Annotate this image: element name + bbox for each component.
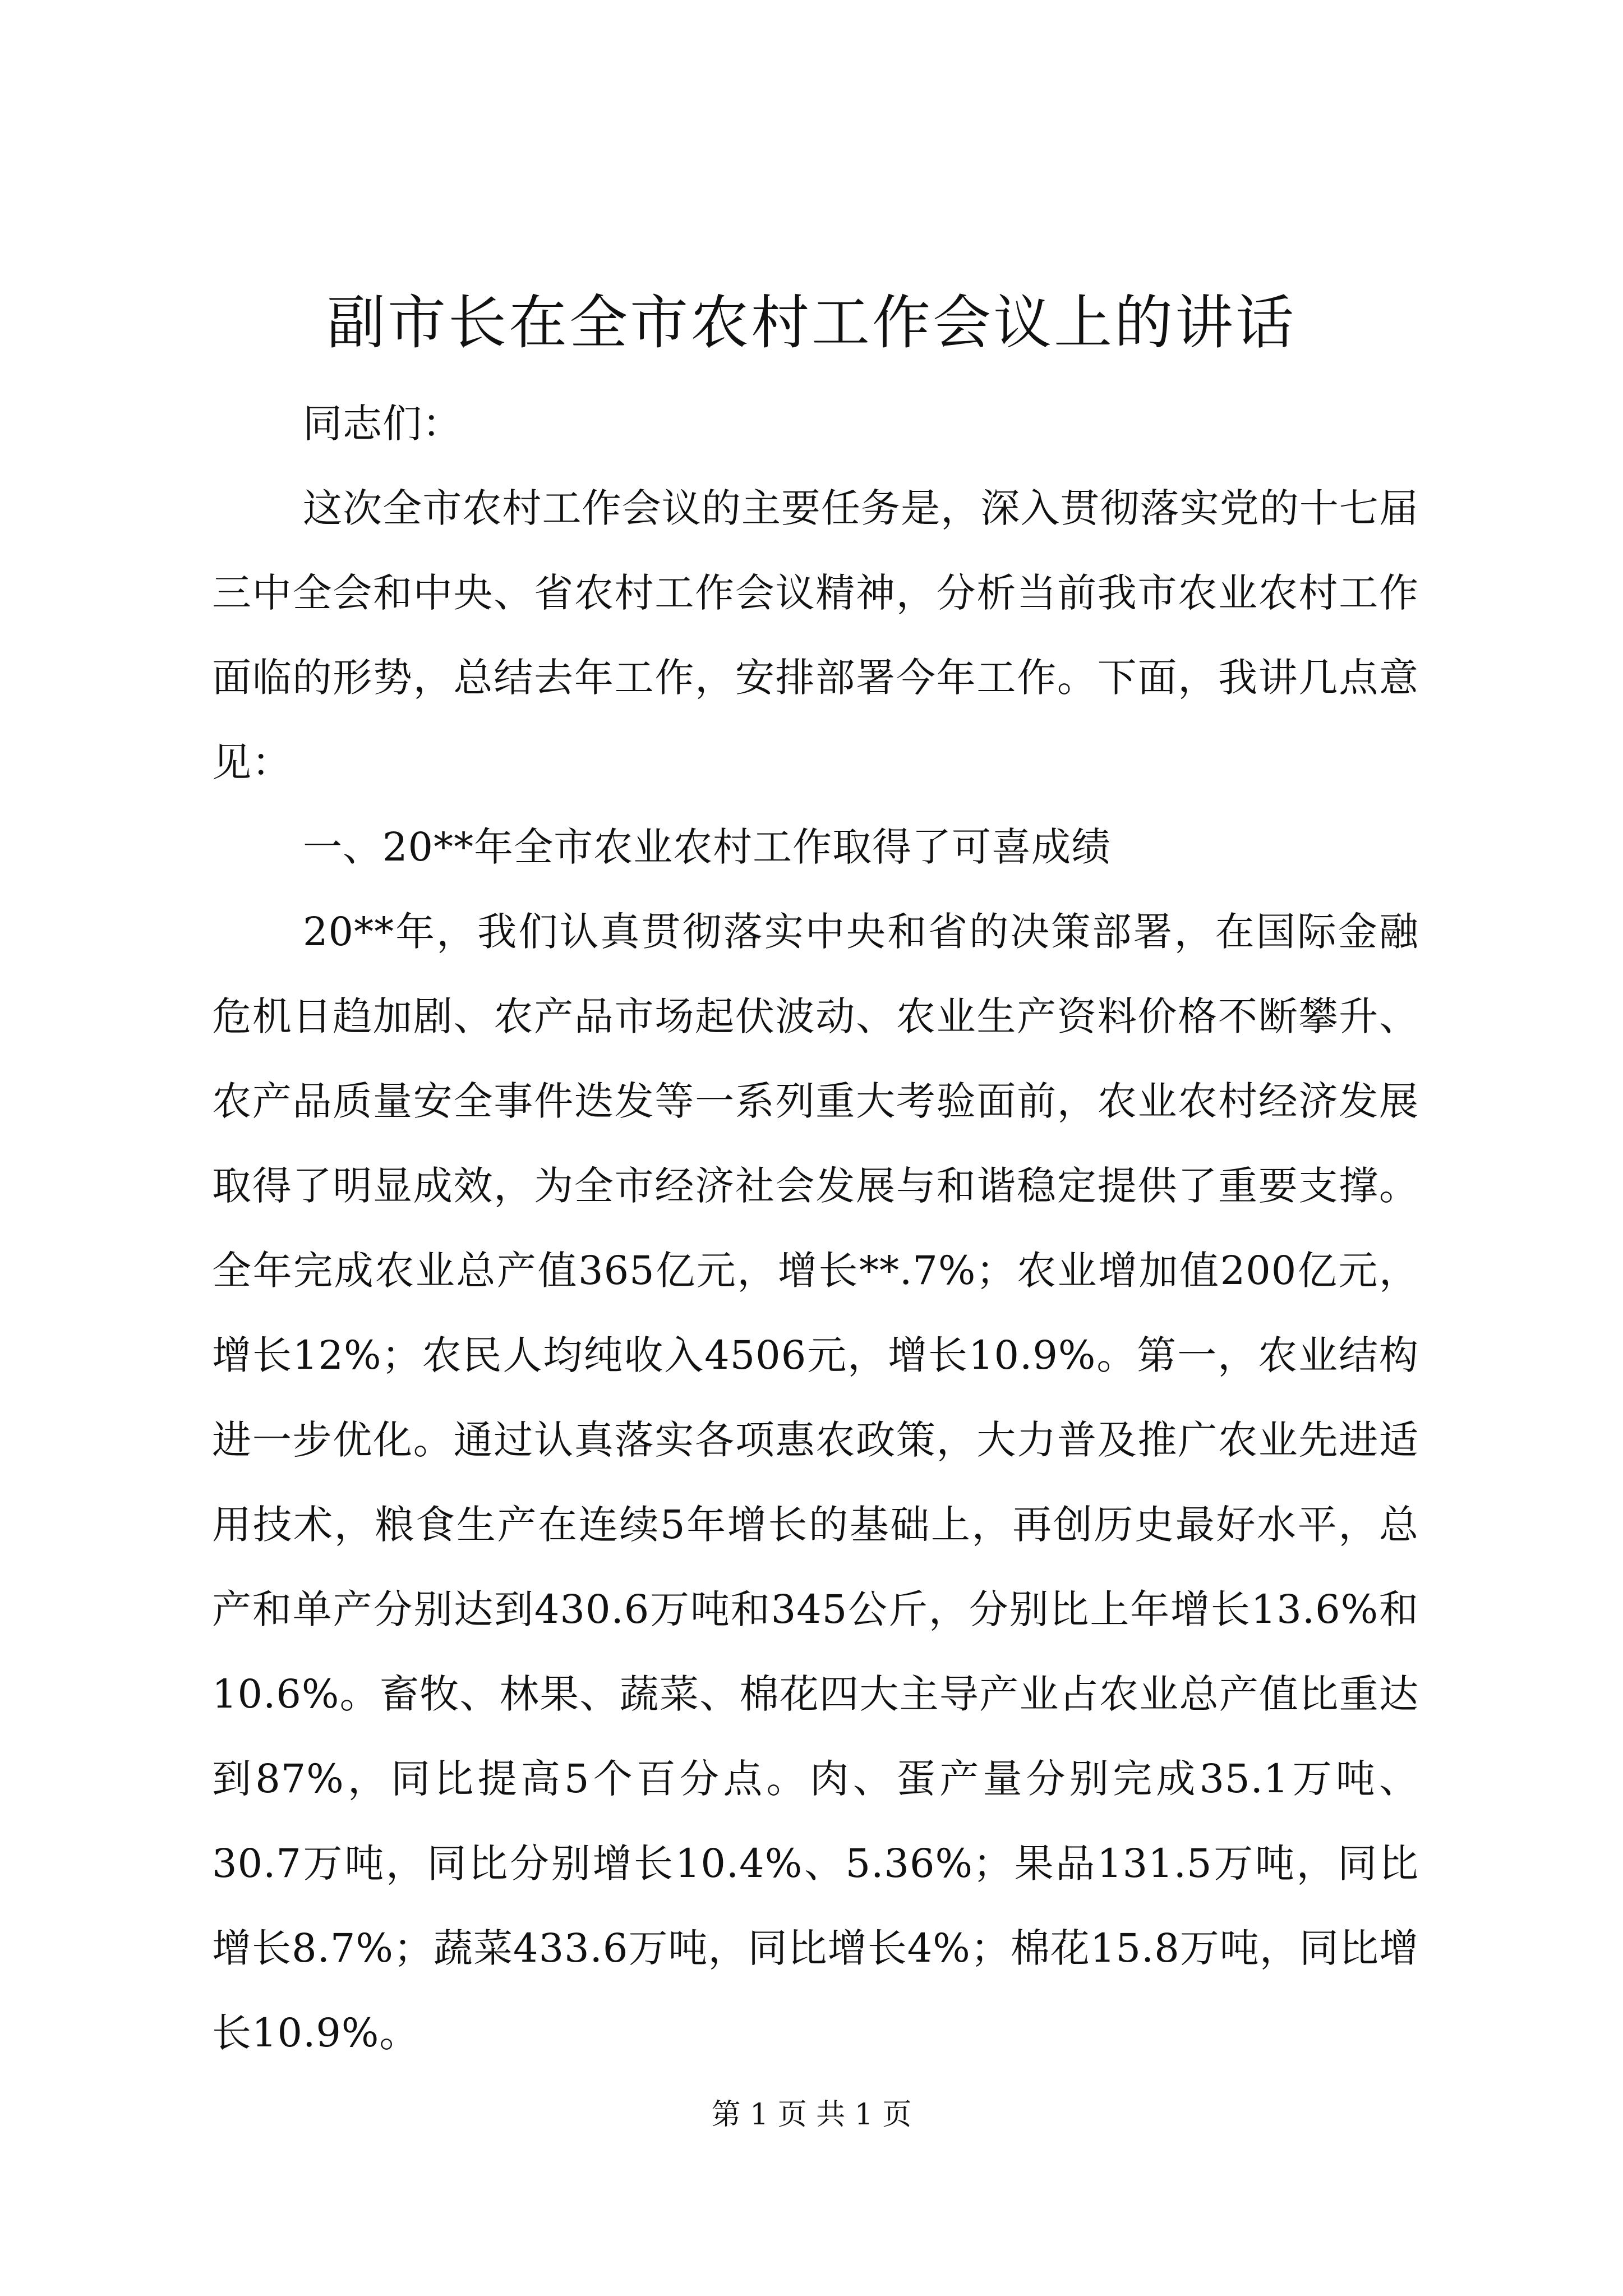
body-paragraph: 20**年，我们认真贯彻落实中央和省的决策部署，在国际金融危机日趋加剧、农产品市场起伏波动、农业生产资料价格不断攀升、农产品质量安全事件迭发等一系列重大考验面前，农业农村经济发展取得了明显成效，为全市经济社会发展与和谐稳定提供了重要支撑。全年完成农业总产值365亿元，增长**.7%；农业增加值200亿元，增长12%；农民人均纯收入4506元，增长10.9%。第一，农业结构进一步优化。通过认真落实各项惠农政策，大力普及推广农业先进适用技术，粮食生产在连续5年增长的基础上，再创历史最好水平，总产和单产分别达到430.6万吨和345公斤，分别比上年增长13.6%和10.6%。畜牧、林果、蔬菜、棉花四大主导产业占农业总产值比重达到87%，同比提高5个百分点。肉、蛋产量分别完成35.1万吨、30.7万吨，同比分别增长10.4%、5.36%；果品131.5万吨，同比增长8.7%；蔬菜433.6万吨，同比增长4%；棉花15.8万吨，同比增长10.9%。 — [212, 909, 1419, 2056]
section-heading: 一、20**年全市农业农村工作取得了可喜成绩 — [303, 824, 1112, 870]
page-footer: 第 1 页 共 1 页 — [711, 2098, 912, 2132]
document-title: 副市长在全市农村工作会议上的讲话 — [326, 288, 1296, 357]
intro-paragraph: 这次全市农村工作会议的主要任务是，深入贯彻落实党的十七届三中全会和中央、省农村工作会议精神，分析当前我市农业农村工作面临的形势，总结去年工作，安排部署今年工作。下面，我讲几点意见： — [212, 485, 1419, 785]
salutation: 同志们： — [303, 401, 462, 447]
document-body — [212, 381, 1419, 2076]
